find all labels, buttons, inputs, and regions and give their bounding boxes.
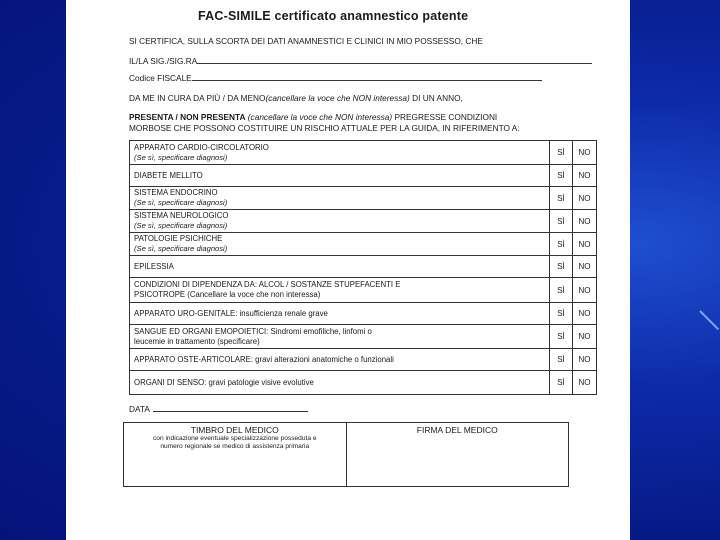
decorative-slash — [699, 310, 719, 330]
condition-name: CONDIZIONI DI DIPENDENZA DA: ALCOL / SOSTANZE STUPEFACENTI E — [134, 280, 401, 289]
care-line — [129, 93, 463, 103]
no-option[interactable]: NO — [578, 193, 591, 203]
signature-title: FIRMA DEL MEDICO — [416, 425, 498, 435]
condition-name: APPARATO CARDIO-CIRCOLATORIO — [134, 142, 269, 152]
condition-row — [130, 349, 596, 371]
no-option[interactable]: NO — [578, 148, 591, 157]
presence-rest: PREGRESSE CONDIZIONI — [394, 112, 498, 122]
stamp-title: TIMBRO DEL MEDICO — [190, 425, 279, 435]
condition-row — [130, 165, 596, 187]
fiscal-code-line — [129, 73, 542, 83]
no-option[interactable]: NO — [578, 355, 591, 364]
presence-note: (cancellare la voce che NON interessa) — [245, 112, 395, 122]
condition-row — [130, 278, 596, 303]
patient-name-field[interactable] — [197, 63, 592, 64]
yes-option[interactable]: SÌ — [550, 371, 573, 394]
patient-line — [129, 56, 592, 66]
intro-text: SI CERTIFICA, SULLA SCORTA DEI DATI ANAMNESTICI E CLINICI IN MIO POSSESSO, CHE — [129, 36, 483, 46]
condition-name: SISTEMA NEUROLOGICO — [134, 211, 229, 220]
presence-line-2: MORBOSE CHE POSSONO COSTITUIRE UN RISCHIO ATTUALE PER LA GUIDA, IN RIFERIMENTO A: — [129, 123, 520, 133]
yes-option[interactable]: SÌ — [550, 187, 573, 209]
condition-note: (Se sì, specificare diagnosi) — [134, 152, 228, 162]
condition-row — [130, 233, 596, 256]
stamp-note-1: con indicazione eventuale specializzazione posseduta e — [153, 435, 317, 442]
stamp-note-2: numero regionale se medico di assistenza primaria — [160, 443, 310, 450]
yes-option[interactable]: SÌ — [550, 210, 573, 232]
condition-row — [130, 141, 596, 165]
condition-name: PATOLOGIE PSICHICHE — [134, 234, 223, 243]
yes-option[interactable]: SÌ — [550, 303, 573, 324]
condition-name: SISTEMA ENDOCRINO — [134, 188, 218, 197]
condition-name: APPARATO URO-GENITALE: insufficienza renale grave — [134, 308, 328, 318]
condition-row — [130, 187, 596, 210]
condition-name: DIABETE MELLITO — [134, 170, 203, 180]
condition-name: EPILESSIA — [134, 261, 174, 271]
fiscal-code-field[interactable] — [192, 80, 542, 81]
condition-name: SANGUE ED ORGANI EMOPOIETICI: Sindromi emofiliche, linfomi o — [134, 326, 372, 336]
presence-line-1 — [129, 112, 497, 122]
no-option[interactable]: NO — [578, 262, 591, 271]
condition-row — [130, 210, 596, 233]
condition-note: leucemie in trattamento (specificare) — [134, 336, 260, 346]
condition-name: ORGANI DI SENSO: gravi patologie visive evolutive — [134, 377, 314, 387]
no-option[interactable]: NO — [578, 239, 591, 249]
yes-option[interactable]: SÌ — [550, 141, 573, 164]
conditions-table — [129, 140, 597, 395]
no-option[interactable]: NO — [578, 378, 591, 387]
condition-note: (Se sì, specificare diagnosi) — [134, 244, 228, 253]
condition-note: (Se sì, specificare diagnosi) — [134, 221, 228, 230]
fiscal-code-label: Codice FISCALE — [129, 73, 192, 83]
care-line-main: DA ME IN CURA DA PIÙ / DA MENO — [129, 93, 266, 103]
yes-option[interactable]: SÌ — [550, 165, 573, 186]
form-title: FAC-SIMILE certificato anamnestico patente — [198, 9, 469, 23]
no-option[interactable]: NO — [578, 309, 591, 318]
no-option[interactable]: NO — [578, 332, 591, 341]
yes-option[interactable]: SÌ — [550, 325, 573, 348]
condition-note: (Se sì, specificare diagnosi) — [134, 198, 228, 207]
stamp-area[interactable] — [124, 423, 347, 486]
patient-label: IL/LA SIG./SIG.RA — [129, 56, 198, 66]
date-field[interactable] — [153, 411, 308, 412]
signature-box — [123, 422, 569, 487]
care-line-note: (cancellare la voce che NON interessa) — [265, 93, 410, 103]
care-line-end: DI UN ANNO, — [409, 93, 463, 103]
condition-row — [130, 371, 596, 394]
no-option[interactable]: NO — [578, 216, 591, 226]
presence-label: PRESENTA / NON PRESENTA — [129, 112, 246, 122]
condition-row — [130, 325, 596, 349]
condition-name: APPARATO OSTE-ARTICOLARE: gravi alterazioni anatomiche o funzionali — [134, 354, 394, 364]
yes-option[interactable]: SÌ — [550, 256, 573, 277]
no-option[interactable]: NO — [578, 285, 591, 295]
yes-option[interactable]: SÌ — [550, 233, 573, 255]
condition-row — [130, 303, 596, 325]
yes-option[interactable]: SÌ — [550, 349, 573, 370]
yes-option[interactable]: SÌ — [550, 278, 573, 302]
certificate-sheet — [66, 0, 630, 540]
date-label: DATA — [129, 404, 150, 414]
condition-row — [130, 256, 596, 278]
condition-note: PSICOTROPE (Cancellare la voce che non interessa) — [134, 290, 321, 299]
no-option[interactable]: NO — [578, 171, 591, 180]
date-line — [129, 404, 308, 414]
signature-area[interactable] — [347, 423, 569, 486]
